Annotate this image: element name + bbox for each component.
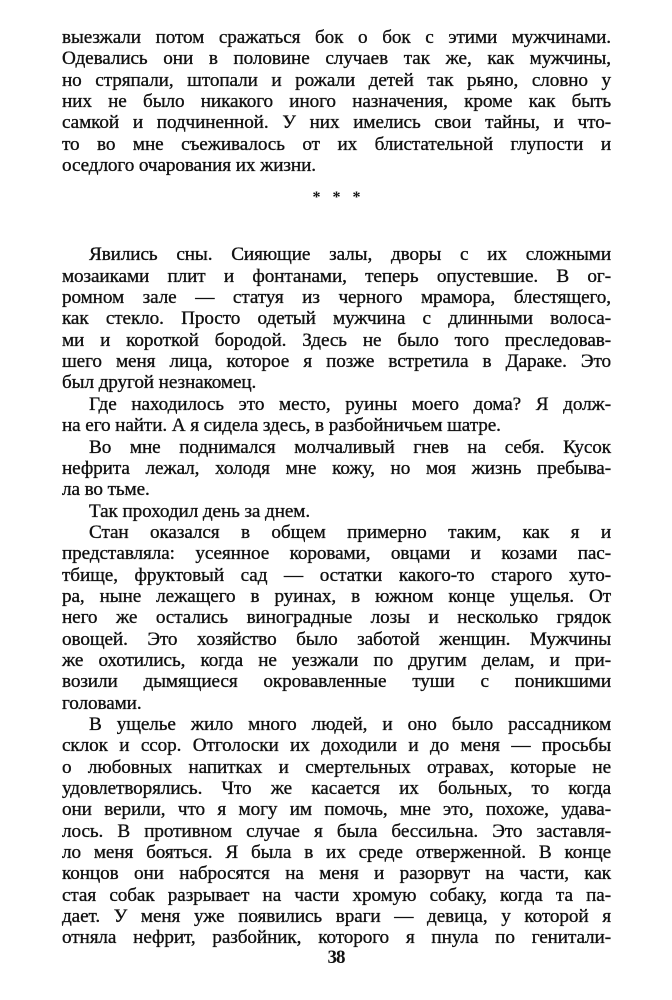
paragraph-1 — [62, 27, 611, 176]
paragraph-3 — [62, 394, 611, 437]
paragraph-6 — [62, 522, 611, 714]
text-line: как стекло. Просто одетый мужчина с длинными волоса- — [62, 308, 611, 330]
text-line: склок и ссор. Отголоски их доходили и до меня — просьбы — [62, 735, 611, 757]
text-line: стая собак разрывает на части хромую собаку, когда та па- — [62, 884, 611, 906]
text-line: возили дымящиеся окровавленные туши с поникшими — [62, 671, 611, 693]
text-line: ло меня бояться. Я была в их среде отверженной. В конце — [62, 842, 611, 864]
text-line: Где находилось это место, руины моего дома? Я долж- — [89, 393, 611, 415]
text-line: но стряпали, штопали и рожали детей так рьяно, словно у — [62, 69, 611, 91]
text-line: нефрита лежал, холодя мне кожу, но моя жизнь пребыва- — [62, 457, 611, 479]
text-line: овощей. Это хозяйство было заботой женщин. Мужчины — [62, 628, 611, 650]
page-number: 38 — [327, 947, 345, 968]
text-line: лось. В противном случае я была бессильна. Это заставля- — [62, 820, 611, 842]
text-line: оседлого очарования их жизни. — [62, 155, 316, 177]
paragraph-5 — [62, 501, 611, 522]
text-line: него же остались виноградные лозы и несколько грядок — [62, 607, 611, 629]
text-line: ла во тьме. — [62, 479, 150, 501]
text-line: Одевались они в половине случаев так же, как мужчины, — [62, 48, 611, 70]
text-line: о любовных напитках и смертельных отравах, которые не — [62, 756, 611, 778]
text-line: них не было никакого иного назначения, кроме как быть — [62, 91, 611, 113]
text-line: выезжали потом сражаться бок о бок с этими мужчинами. — [62, 27, 611, 48]
text-line: В ущелье жило много людей, и оно было рассадником — [89, 713, 611, 735]
text-line: представляла: усеянное коровами, овцами и козами пас- — [62, 543, 611, 565]
text-line: они верили, что я могу им помочь, мне это, похоже, удава- — [62, 799, 611, 821]
paragraph-7 — [62, 714, 611, 949]
text-line: ми и короткой бородой. Здесь не было того преследовав- — [62, 329, 611, 351]
text-line: на его найти. А я сидела здесь, в разбойничьем шатре. — [62, 415, 501, 437]
paragraph-4 — [62, 437, 611, 501]
text-line: был другой незнакомец. — [62, 372, 257, 394]
text-line: шего меня лица, которое я позже встретила в Дараке. Это — [62, 351, 611, 373]
text-line: ра, ныне лежащего в руинах, в южном конце ущелья. От — [62, 585, 611, 607]
section-separator: * * * — [312, 189, 365, 207]
text-line: тбище, фруктовый сад — остатки какого-то старого хуто- — [62, 564, 611, 586]
text-line: отняла нефрит, разбойник, которого я пнула по генитали- — [62, 927, 611, 949]
paragraph-2 — [62, 244, 611, 393]
text-line: головами. — [62, 692, 142, 714]
text-line: то во мне съеживалось от их блистательной глупости и — [62, 133, 611, 155]
text-line: же охотились, когда не уезжали по другим делам, и при- — [62, 649, 611, 671]
text-line: мозаиками плит и фонтанами, теперь опустевшие. В ог- — [62, 265, 611, 287]
text-line: концов они набросятся на меня и разорвут на части, как — [62, 863, 611, 885]
text-line: дает. У меня уже появились враги — девица, у которой я — [62, 906, 611, 928]
text-line: Во мне поднимался молчаливый гнев на себя. Кусок — [89, 436, 611, 458]
text-line: удовлетворялись. Что же касается их больных, то когда — [62, 778, 611, 799]
text-line: Стан оказался в общем примерно таким, как я и — [89, 521, 611, 543]
text-line: самкой и подчиненной. У них имелись свои тайны, и что- — [62, 112, 611, 134]
text-line: Так проходил день за днем. — [89, 500, 311, 522]
text-line: ромном зале — статуя из черного мрамора, блестящего, — [62, 287, 611, 309]
book-page-text — [62, 27, 611, 949]
text-line: Явились сны. Сияющие залы, дворы с их сложными — [89, 244, 611, 266]
